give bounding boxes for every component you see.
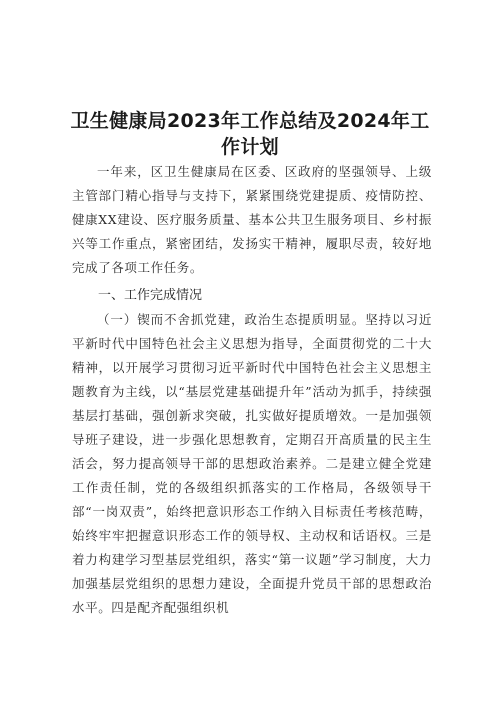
document-body	[72, 160, 432, 620]
title-line-1: 卫生健康局2023年工作总结及2024年工	[70, 109, 430, 132]
intro-paragraph: 一年来，区卫生健康局在区委、区政府的坚强领导、上级主管部门精心指导与支持下，紧紧围绕党建提质、疫情防控、健康XX建设、医疗服务质量、基本公共卫生服务项目、乡村振兴等工作重点，紧密团结，发扬实干精神，履职尽责，较好地完成了各项工作任务。	[72, 164, 432, 275]
document-title	[60, 108, 440, 160]
section-heading: 一、工作完成情况	[98, 288, 203, 303]
section-paragraph: （一）锲而不舍抓党建，政治生态提质明显。坚持以习近平新时代中国特色社会主义思想为指导，全面贯彻党的二十大精神，以开展学习贯彻习近平新时代中国特色社会主义思想主题教育为主线，以“基层党建基础提升年”活动为抓手，持续强基层打基础，强创新求突破，扎实做好提质增效。一是加强领导班子建设，进一步强化思想教育，定期召开高质量的民主生活会，努力提高领导干部的思想政治素养。二是建立健全党建工作责任制，党的各级组织抓落实的工作格局，各级领导干部“一岗双责”，始终把意识形态工作纳入目标责任考核范畴，始终牢牢把握意识形态工作的领导权、主动权和话语权。三是着力构建学习型基层党组织，落实“第一议题”学习制度，大力加强基层党组织的思想力建设，全面提升党员干部的思想政治水平。四是配齐配强组织机	[72, 312, 432, 615]
title-line-2: 作计划	[221, 135, 279, 158]
